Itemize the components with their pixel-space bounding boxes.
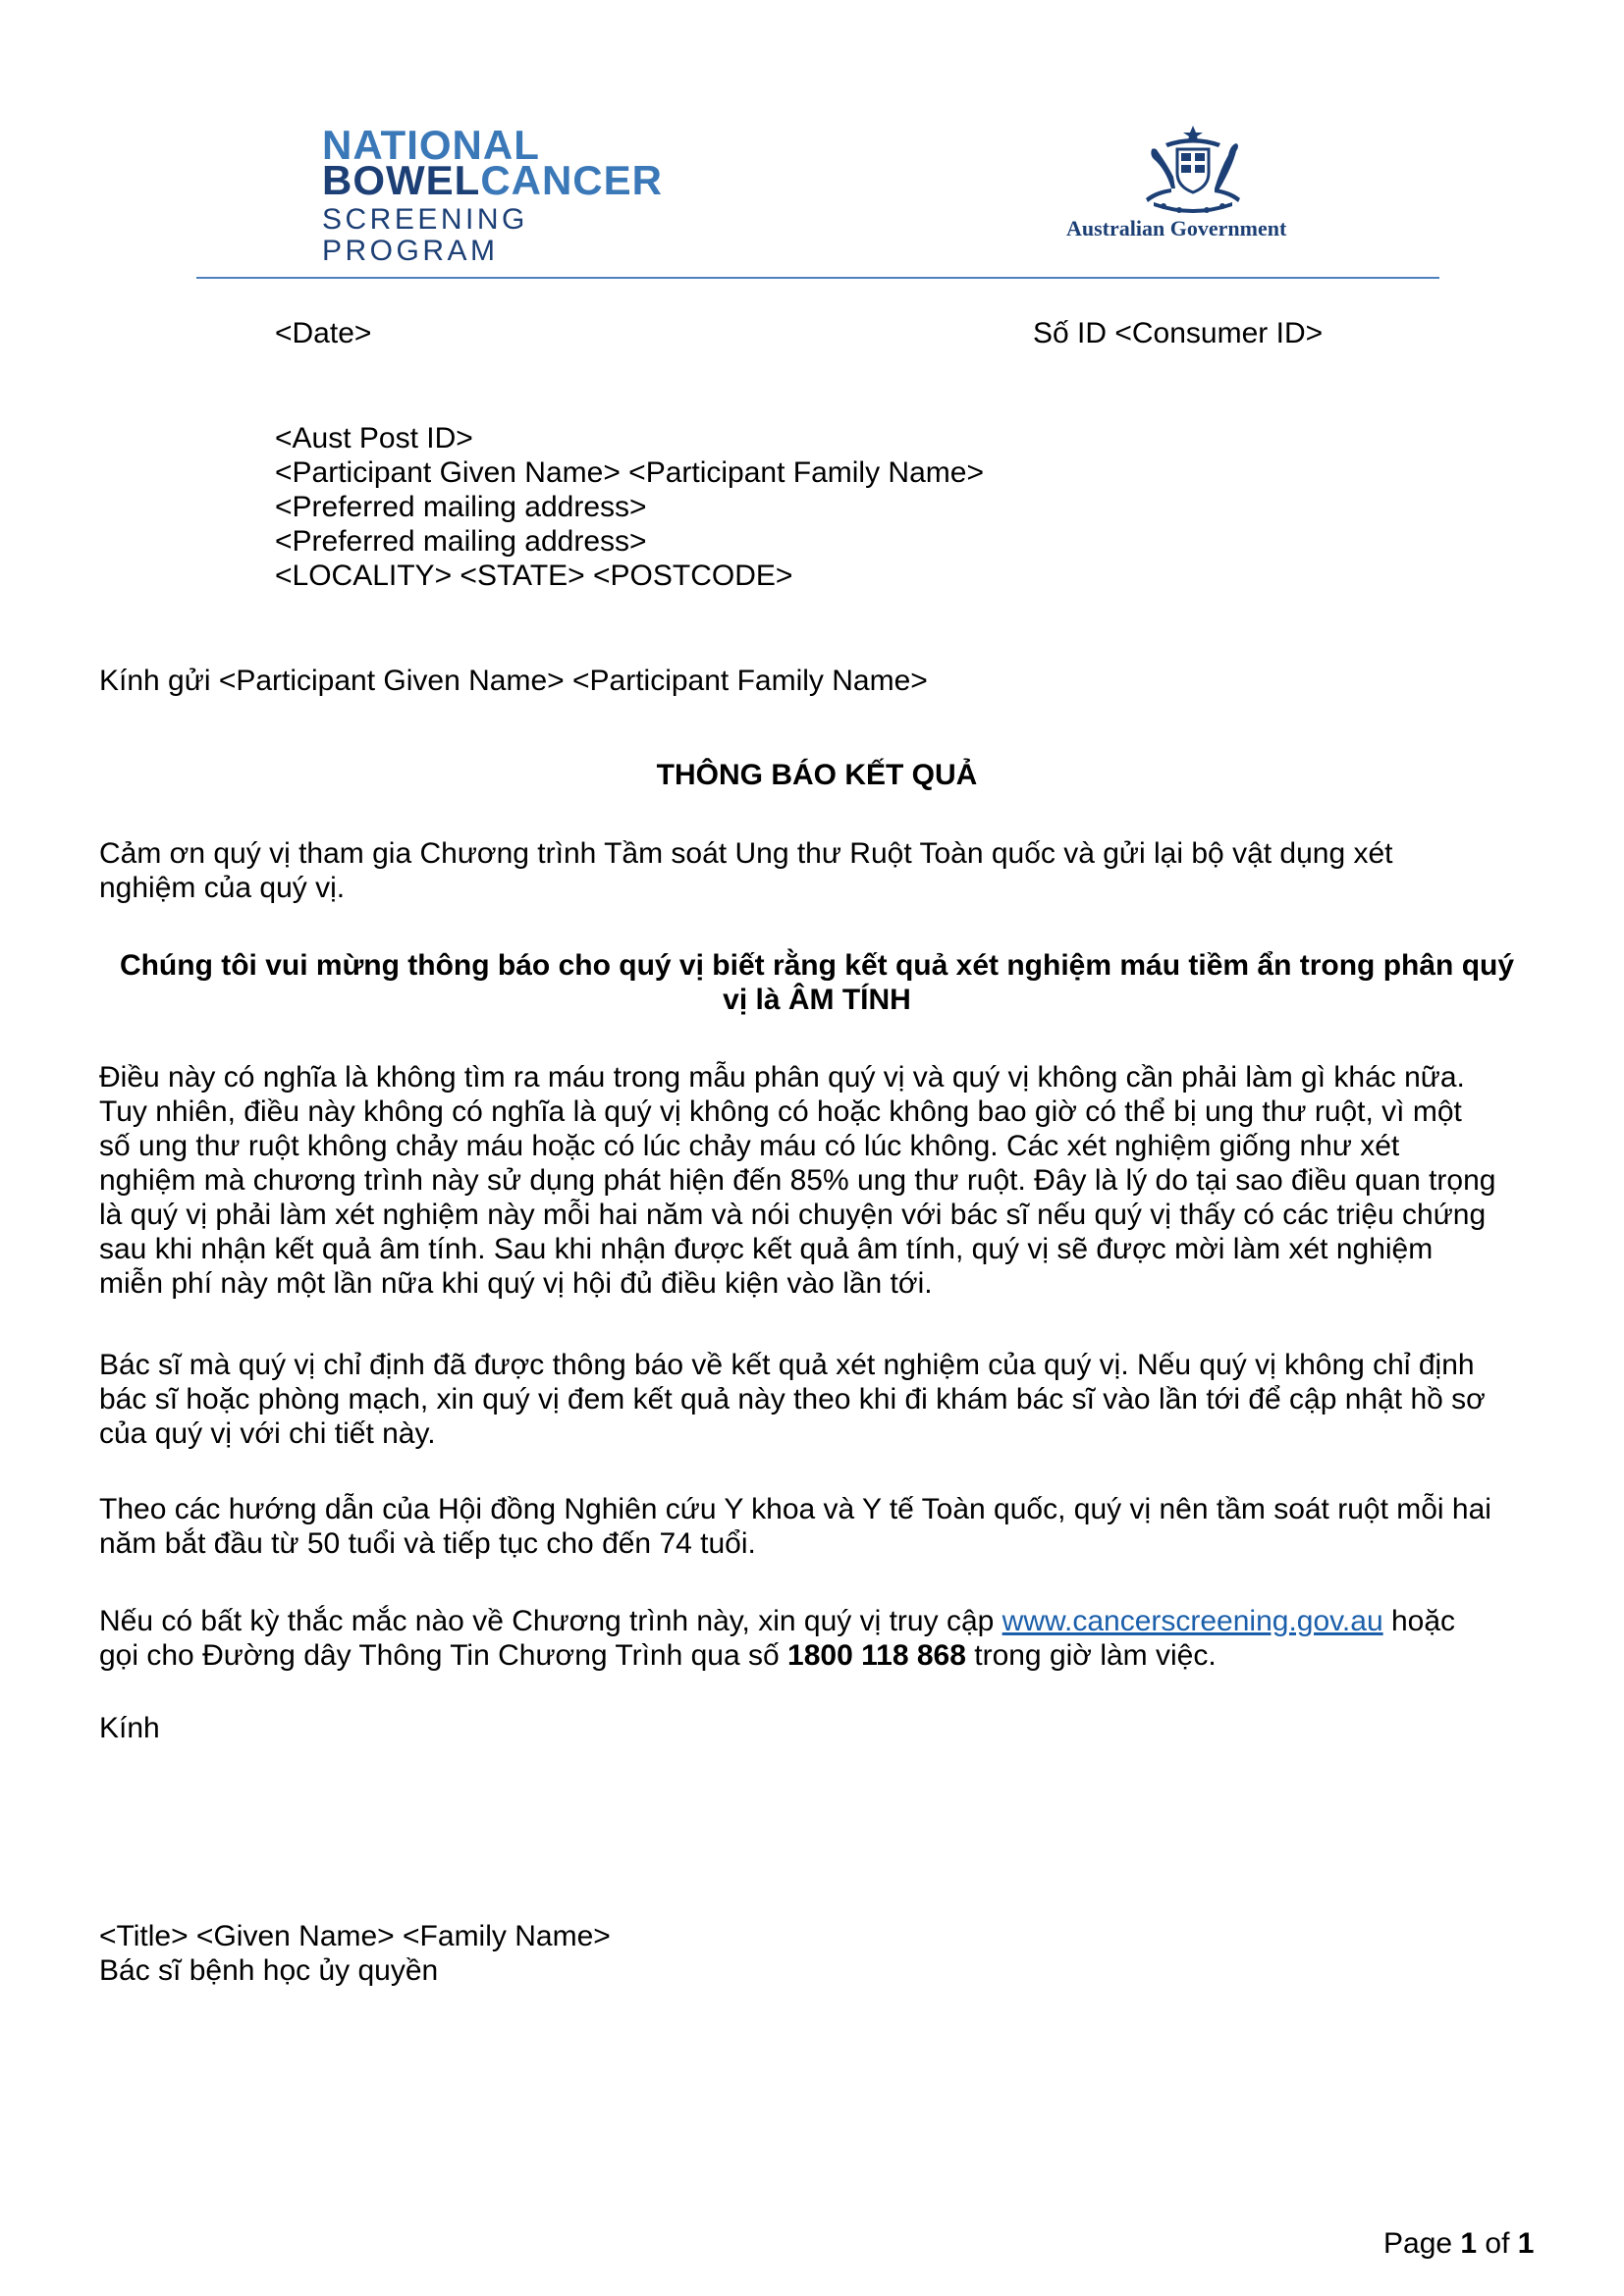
header-divider [196, 277, 1439, 279]
paragraph-line: năm bắt đầu từ 50 tuổi và tiếp tục cho đến 74 tuổi. [99, 1527, 756, 1560]
page-total: 1 [1517, 2227, 1535, 2260]
intro-paragraph [99, 836, 1393, 905]
government-label: Australian Government [1066, 216, 1287, 240]
page-current: 1 [1460, 2227, 1478, 2260]
page-of: of [1477, 2227, 1518, 2260]
paragraph-line: Theo các hướng dẫn của Hội đồng Nghiên cứu Y khoa và Y tế Toàn quốc, quý vị nên tầm soát ruột mỗi hai [99, 1493, 1491, 1525]
signatory-block [99, 1919, 611, 1988]
nbcsp-logo [322, 122, 685, 267]
paragraph-line: Bác sĩ mà quý vị chỉ định đã được thông báo về kết quả xét nghiệm của quý vị. Nếu quý vị không chỉ định [99, 1349, 1475, 1381]
paragraph-line: nghiệm của quý vị. [99, 872, 346, 904]
paragraph-line: của quý vị với chi tiết này. [99, 1417, 436, 1450]
result-line: vị là ÂM TÍNH [723, 984, 911, 1016]
contact-text: trong giờ làm việc. [965, 1639, 1217, 1672]
result-line: Chúng tôi vui mừng thông báo cho quý vị biết rằng kết quả xét nghiệm máu tiềm ẩn trong phân quý [119, 949, 1515, 982]
paragraph-line: Điều này có nghĩa là không tìm ra máu trong mẫu phân quý vị và quý vị không cần phải làm gì khác nữa. [99, 1061, 1465, 1094]
address-line: <Preferred mailing address> [275, 491, 647, 523]
logo-line-national: NATIONAL [322, 122, 540, 168]
salutation: Kính gửi <Participant Given Name> <Participant Family Name> [99, 665, 928, 697]
explanation-paragraph [99, 1060, 1495, 1301]
address-line: <Aust Post ID> [275, 422, 473, 454]
closing: Kính [99, 1712, 160, 1744]
paragraph-line: Tuy nhiên, điều này không có nghĩa là quý vị không có hoặc không bao giờ có thể bị ung thư ruột, vì một [99, 1095, 1462, 1128]
doctor-paragraph [99, 1348, 1486, 1451]
government-logo [1060, 124, 1326, 245]
address-line: <Preferred mailing address> [275, 525, 647, 558]
contact-line-1 [99, 1604, 1455, 1638]
logo-line-screening: SCREENING PROGRAM [322, 203, 528, 267]
guidelines-paragraph [99, 1492, 1491, 1561]
address-line: <LOCALITY> <STATE> <POSTCODE> [275, 560, 793, 592]
page-label: Page [1383, 2227, 1461, 2260]
paragraph-line: nghiệm mà chương trình này sử dụng phát hiện đến 85% ung thư ruột. Đây là lý do tại sao điều quan trọng [99, 1164, 1496, 1197]
result-statement [99, 948, 1535, 1017]
paragraph-line: là quý vị phải làm xét nghiệm này mỗi hai năm và nói chuyện với bác sĩ nếu quý vị thấy có các triệu chứng [99, 1199, 1487, 1231]
page-number [1383, 2226, 1534, 2261]
logo-line-bowelcancer [322, 157, 685, 203]
contact-paragraph [99, 1604, 1455, 1673]
logo-word-cancer: CANCER [480, 157, 663, 203]
paragraph-line: sau khi nhận kết quả âm tính. Sau khi nhận được kết quả âm tính, quý vị sẽ được mời làm xét nghiệm [99, 1233, 1434, 1265]
address-block [275, 421, 984, 593]
paragraph-line: miễn phí này một lần nữa khi quý vị hội đủ điều kiện vào lần tới. [99, 1267, 933, 1300]
contact-text: gọi cho Đường dây Thông Tin Chương Trình qua số [99, 1639, 788, 1672]
website-link[interactable]: www.cancerscreening.gov.au [1001, 1605, 1383, 1637]
signatory-name: <Title> <Given Name> <Family Name> [99, 1920, 611, 1952]
contact-text: Nếu có bất kỳ thắc mắc nào về Chương trình này, xin quý vị truy cập [99, 1605, 1002, 1637]
letter-date: <Date> [275, 317, 372, 349]
consumer-id: Số ID <Consumer ID> [1033, 317, 1324, 349]
coat-of-arms-icon [1124, 124, 1262, 214]
address-line: <Participant Given Name> <Participant Family Name> [275, 456, 984, 489]
paragraph-line: Cảm ơn quý vị tham gia Chương trình Tầm soát Ung thư Ruột Toàn quốc và gửi lại bộ vật dụng xét [99, 837, 1393, 870]
logo-word-bowel: BOWEL [322, 157, 481, 203]
paragraph-line: bác sĩ hoặc phòng mạch, xin quý vị đem kết quả này theo khi đi khám bác sĩ vào lần tới để cập nhật hồ sơ [99, 1383, 1486, 1415]
phone-number: 1800 118 868 [787, 1639, 966, 1672]
contact-line-2 [99, 1638, 1455, 1673]
signatory-role: Bác sĩ bệnh học ủy quyền [99, 1954, 439, 1987]
paragraph-line: số ung thư ruột không chảy máu hoặc có lúc chảy máu có lúc không. Các xét nghiệm giống như xét [99, 1130, 1400, 1162]
letter-title: THÔNG BÁO KẾT QUẢ [656, 759, 978, 791]
contact-text: hoặc [1382, 1605, 1456, 1637]
